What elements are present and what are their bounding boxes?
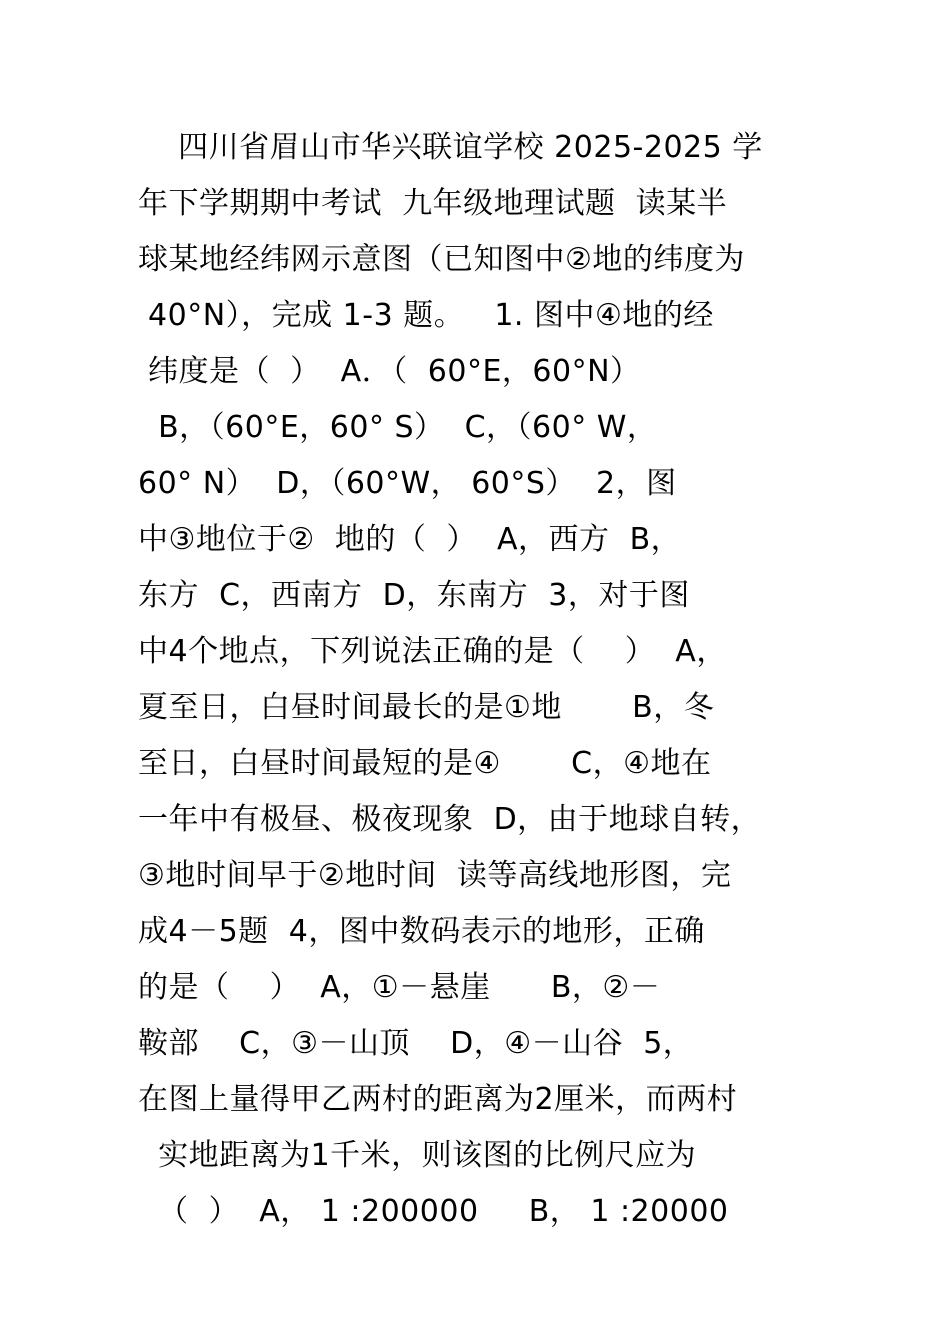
text-line: （ ） A， 1 :200000 B， 1 :20000	[138, 1194, 729, 1229]
text-line: 在图上量得甲乙两村的距离为2厘米，而两村	[138, 1082, 738, 1117]
text-line: 东方 C，西南方 D，东南方 3，对于图	[138, 578, 690, 613]
text-line: B，（60°E，60° S） C，（60° W，	[138, 410, 658, 445]
text-line: 球某地经纬网示意图（已知图中②地的纬度为	[138, 242, 745, 277]
text-line: ③地时间早于②地时间 读等高线地形图，完	[138, 858, 732, 893]
text-line: 中4个地点，下列说法正确的是（ ） A，	[138, 634, 727, 669]
text-line: 鞍部 C，③－山顶 D，④－山谷 5，	[138, 1026, 694, 1061]
text-line: 40°N），完成 1-3 题。 1. 图中④地的经	[138, 298, 714, 333]
text-line: 成4－5题 4，图中数码表示的地形，正确	[138, 914, 705, 949]
text-line: 60° N） D，（60°W， 60°S） 2，图	[138, 466, 677, 501]
text-line-title: 四川省眉山市华兴联谊学校 2025-2025 学	[138, 130, 763, 165]
text-line: 一年中有极昼、极夜现象 D，由于地球自转，	[138, 802, 762, 837]
text-line: 中③地位于② 地的（ ） A，西方 B，	[138, 522, 682, 557]
text-line: 夏至日，白昼时间最长的是①地 B，冬	[138, 690, 715, 725]
text-line: 实地距离为1千米，则该图的比例尺应为	[138, 1138, 697, 1173]
text-line-title-cont: 年下学期期中考试 九年级地理试题 读某半	[138, 186, 728, 221]
text-line: 至日，白昼时间最短的是④ C，④地在	[138, 746, 712, 781]
text-line: 的是（ ） A，①－悬崖 B，②－	[138, 970, 661, 1005]
text-line: 纬度是（ ） A．（ 60°E，60°N）	[138, 354, 641, 389]
